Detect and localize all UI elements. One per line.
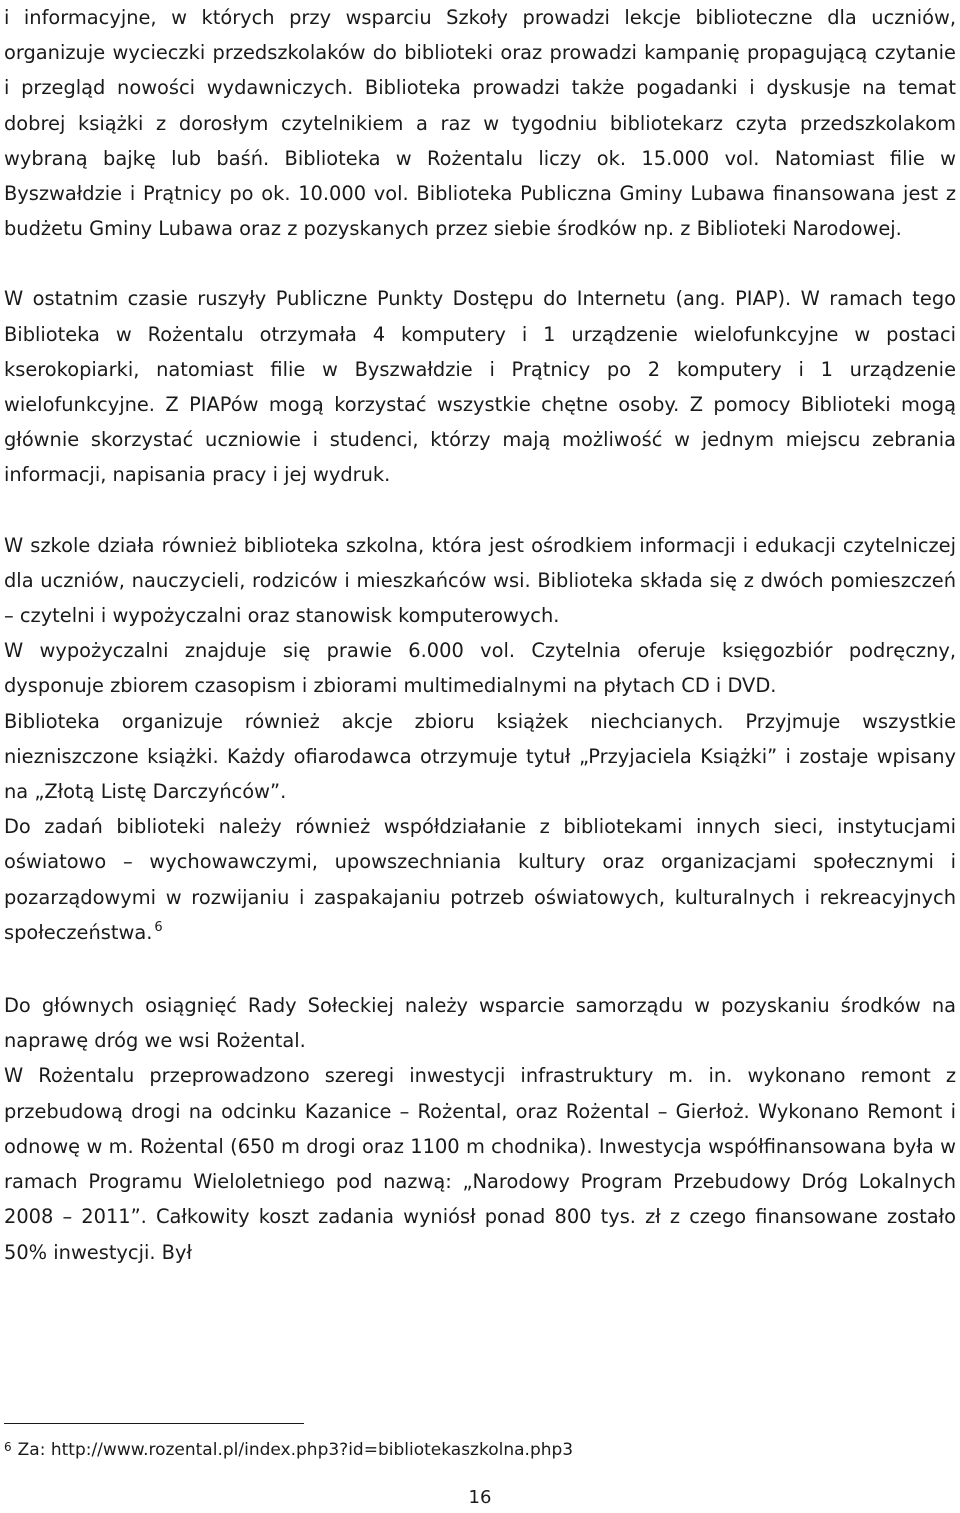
paragraph-investments: W Rożentalu przeprowadzono szeregi inwestycji infrastruktury m. in. wykonano remont z przebudową drogi na odcinku Kazanice – Rożental, oraz Rożental – Gierłoż. Wykonano Remont i odnowę w m. Rożental (650 m drogi oraz 1100 m chodnika). Inwestycja współfinansowana była w ramach Programu Wieloletniego pod nazwą: „Narodowy Program Przebudowy Dróg Lokalnych 2008 – 2011”. Całkowity koszt zadania wyniósł ponad 800 tys. zł z czego finansowane zostało 50% inwestycji. Był (4, 1064, 956, 1264)
paragraph-council-achievements: Do głównych osiągnięć Rady Sołeckiej należy wsparcie samorządu w pozyskaniu środków na naprawę dróg we wsi Rożental. (4, 994, 956, 1053)
paragraph-gap (4, 953, 956, 988)
footnote-text: Za: http://www.rozental.pl/index.php3?id=bibliotekaszkolna.php3 (17, 1440, 574, 1460)
footnote-number: 6 (4, 1440, 12, 1454)
footnote (4, 1436, 573, 1465)
paragraph-piap: W ostatnim czasie ruszyły Publiczne Punkty Dostępu do Internetu (ang. PIAP). W ramach tego Biblioteka w Rożentalu otrzymała 4 komputery i 1 urządzenie wielofunkcyjne w postaci kserokopiarki, natomiast filie w Byszwałdzie i Prątnicy po 2 komputery i 1 urządzenie wielofunkcyjne. Z PIAPów mogą korzystać wszystkie chętne osoby. Z pomocy Biblioteki mogą głównie skorzystać uczniowie i studenci, którzy mają możliwość w jednym miejscu zebrania informacji, napisania pracy i jej wydruk. (4, 287, 956, 487)
paragraph-library-tasks (4, 809, 956, 953)
document-body (4, 0, 956, 1270)
paragraph-school-library: W szkole działa również biblioteka szkolna, która jest ośrodkiem informacji i edukacji czytelniczej dla uczniów, nauczycieli, rodziców i mieszkańców wsi. Biblioteka składa się z dwóch pomieszczeń – czytelni i wypożyczalni oraz stanowisk komputerowych. (4, 533, 956, 628)
page-number: 16 (468, 1487, 492, 1508)
paragraph-gap (4, 246, 956, 281)
footnote-separator (4, 1423, 304, 1424)
paragraph-book-collection: Biblioteka organizuje również akcje zbioru książek niechcianych. Przyjmuje wszystkie niezniszczone książki. Każdy ofiarodawca otrzymuje tytuł „Przyjaciela Książki” i zostaje wpisany na „Złotą Listę Darczyńców”. (4, 709, 956, 804)
paragraph-library-tasks-text: Do zadań biblioteki należy również współdziałanie z bibliotekami innych sieci, instytucjami oświatowo – wychowawczymi, upowszechniania kultury oraz organizacjami społecznymi i pozarządowymi w rozwijaniu i zaspakajaniu potrzeb oświatowych, kulturalnych i rekreacyjnych społeczeństwa. (4, 815, 956, 944)
footnote-reference: 6 (154, 919, 163, 935)
paragraph-lending: W wypożyczalni znajduje się prawie 6.000 vol. Czytelnia oferuje księgozbiór podręczny, dysponuje zbiorem czasopism i zbiorami multimedialnymi na płytach CD i DVD. (4, 639, 956, 698)
paragraph-library-info: i informacyjne, w których przy wsparciu Szkoły prowadzi lekcje biblioteczne dla uczniów, organizuje wycieczki przedszkolaków do biblioteki oraz prowadzi kampanię propagującą czytanie i przegląd nowości wydawniczych. Biblioteka prowadzi także pogadanki i dyskusje na temat dobrej książki z dorosłym czytelnikiem a raz w tygodniu bibliotekarz czyta przedszkolakom wybraną bajkę lub baśń. Biblioteka w Rożentalu liczy ok. 15.000 vol. Natomiast filie w Byszwałdzie i Prątnicy po ok. 10.000 vol. Biblioteka Publiczna Gminy Lubawa finansowana jest z budżetu Gminy Lubawa oraz z pozyskanych przez siebie środków np. z Biblioteki Narodowej. (4, 6, 956, 241)
paragraph-gap (4, 493, 956, 528)
